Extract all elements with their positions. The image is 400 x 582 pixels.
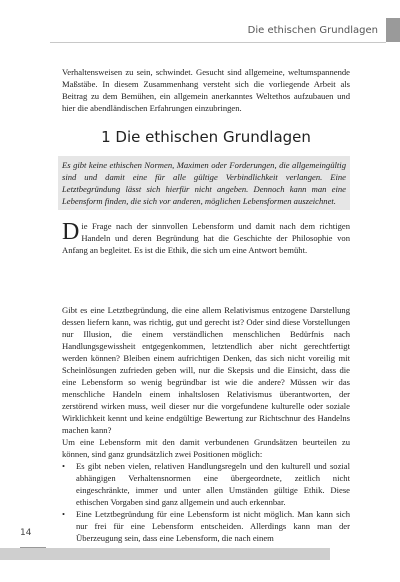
page-header [240, 18, 400, 42]
abstract-box [58, 156, 350, 210]
body-paragraph-3: Um eine Lebensform mit den damit verbundenen Grundsätzen beurteilen zu können, sind ganz grundsätzlich zwei Positionen möglich: [62, 437, 350, 459]
positions-list [62, 460, 350, 544]
section-heading: 1 Die ethischen Grundlagen [101, 128, 311, 146]
body-paragraph-1-text: ie Frage nach der sinnvollen Lebensform und damit nach dem richtigen Handeln und deren Begründung hat die Geschichte der Philosophie von Anfang an begleitet. Es ist die Ethik, die sich um eine Antwort bemüht. [62, 221, 350, 255]
list-item-text: Es gibt neben vielen, relativen Handlungsregeln und den kulturell und sozial abhängigen Verhaltensnormen eine übergeordnete, zeitlich nicht eingeschränkte, immer und unter allen Umständen gültige Ethik. Diese ethischen Vorgaben sind ganz allgemein und auch erkennbar. [76, 461, 350, 507]
list-item [62, 460, 350, 508]
body-paragraph-1 [62, 220, 350, 256]
abstract-text: Es gibt keine ethischen Normen, Maximen oder Forderungen, die allgemeingültig sind und damit eine für alle gültige Verbindlichkeit verlangen. Eine Letztbegründung lässt sich hierfür nicht angeben. Dennoch kann man eine Lebensform finden, die sich vor anderen, möglichen Lebensformen auszeichnet. [62, 160, 346, 206]
body-paragraph-2: Gibt es eine Letztbegründung, die eine allem Relativismus entzogene Darstellung dessen liefern kann, was richtig, gut und gerecht ist? Oder sind diese Vorstellungen nur Illusion, die einem verständlichen menschlichen Bedürfnis nach Handlungsgewissheit entgegenkommen, letztendlich aber nicht gerechtfertigt werden können? Bleiben einem aufrichtigen Denken, das sich nicht voreilig mit Scheinlösungen zufrieden geben will, nur die Skepsis und die Einsicht, dass die eine Lebensform so wenig begründbar ist wie die andere? Müssen wir das menschliche Handeln einem inhaltslosen Relativismus überantworten, der zerstörend wirken muss, weil dieser nur die vorgefundene kulturelle oder soziale Wirklichkeit kennt und keine endgültige Bewertung zur Richtschnur des Handelns machen kann? [62, 305, 350, 435]
running-head: Die ethischen Grundlagen [247, 24, 378, 36]
header-rule [50, 42, 386, 43]
list-item [62, 508, 350, 544]
page-number: 14 [20, 528, 32, 538]
list-item-text: Eine Letztbegründung für eine Lebensform ist nicht möglich. Man kann sich nur frei für eine Lebensform entscheiden. Allerdings kann man der Überzeugung sein, dass eine Lebensform, die nach einem [76, 509, 350, 543]
bullet-icon: • [62, 461, 66, 471]
footer-bar [0, 548, 330, 560]
bullet-icon: • [62, 509, 66, 519]
header-tab-bar [386, 18, 400, 42]
drop-cap: D [62, 219, 80, 245]
intro-paragraph: Verhaltensweisen zu sein, schwindet. Gesucht sind allgemeine, weltumspannende Maßstäbe. In diesem Zusammenhang versteht sich die vorliegende Arbeit als Beitrag zu dem Bemühen, ein allgemein anerkanntes Weltethos aufzubauen und hier die abendländischen Erfahrungen einzubringen. [62, 67, 350, 113]
